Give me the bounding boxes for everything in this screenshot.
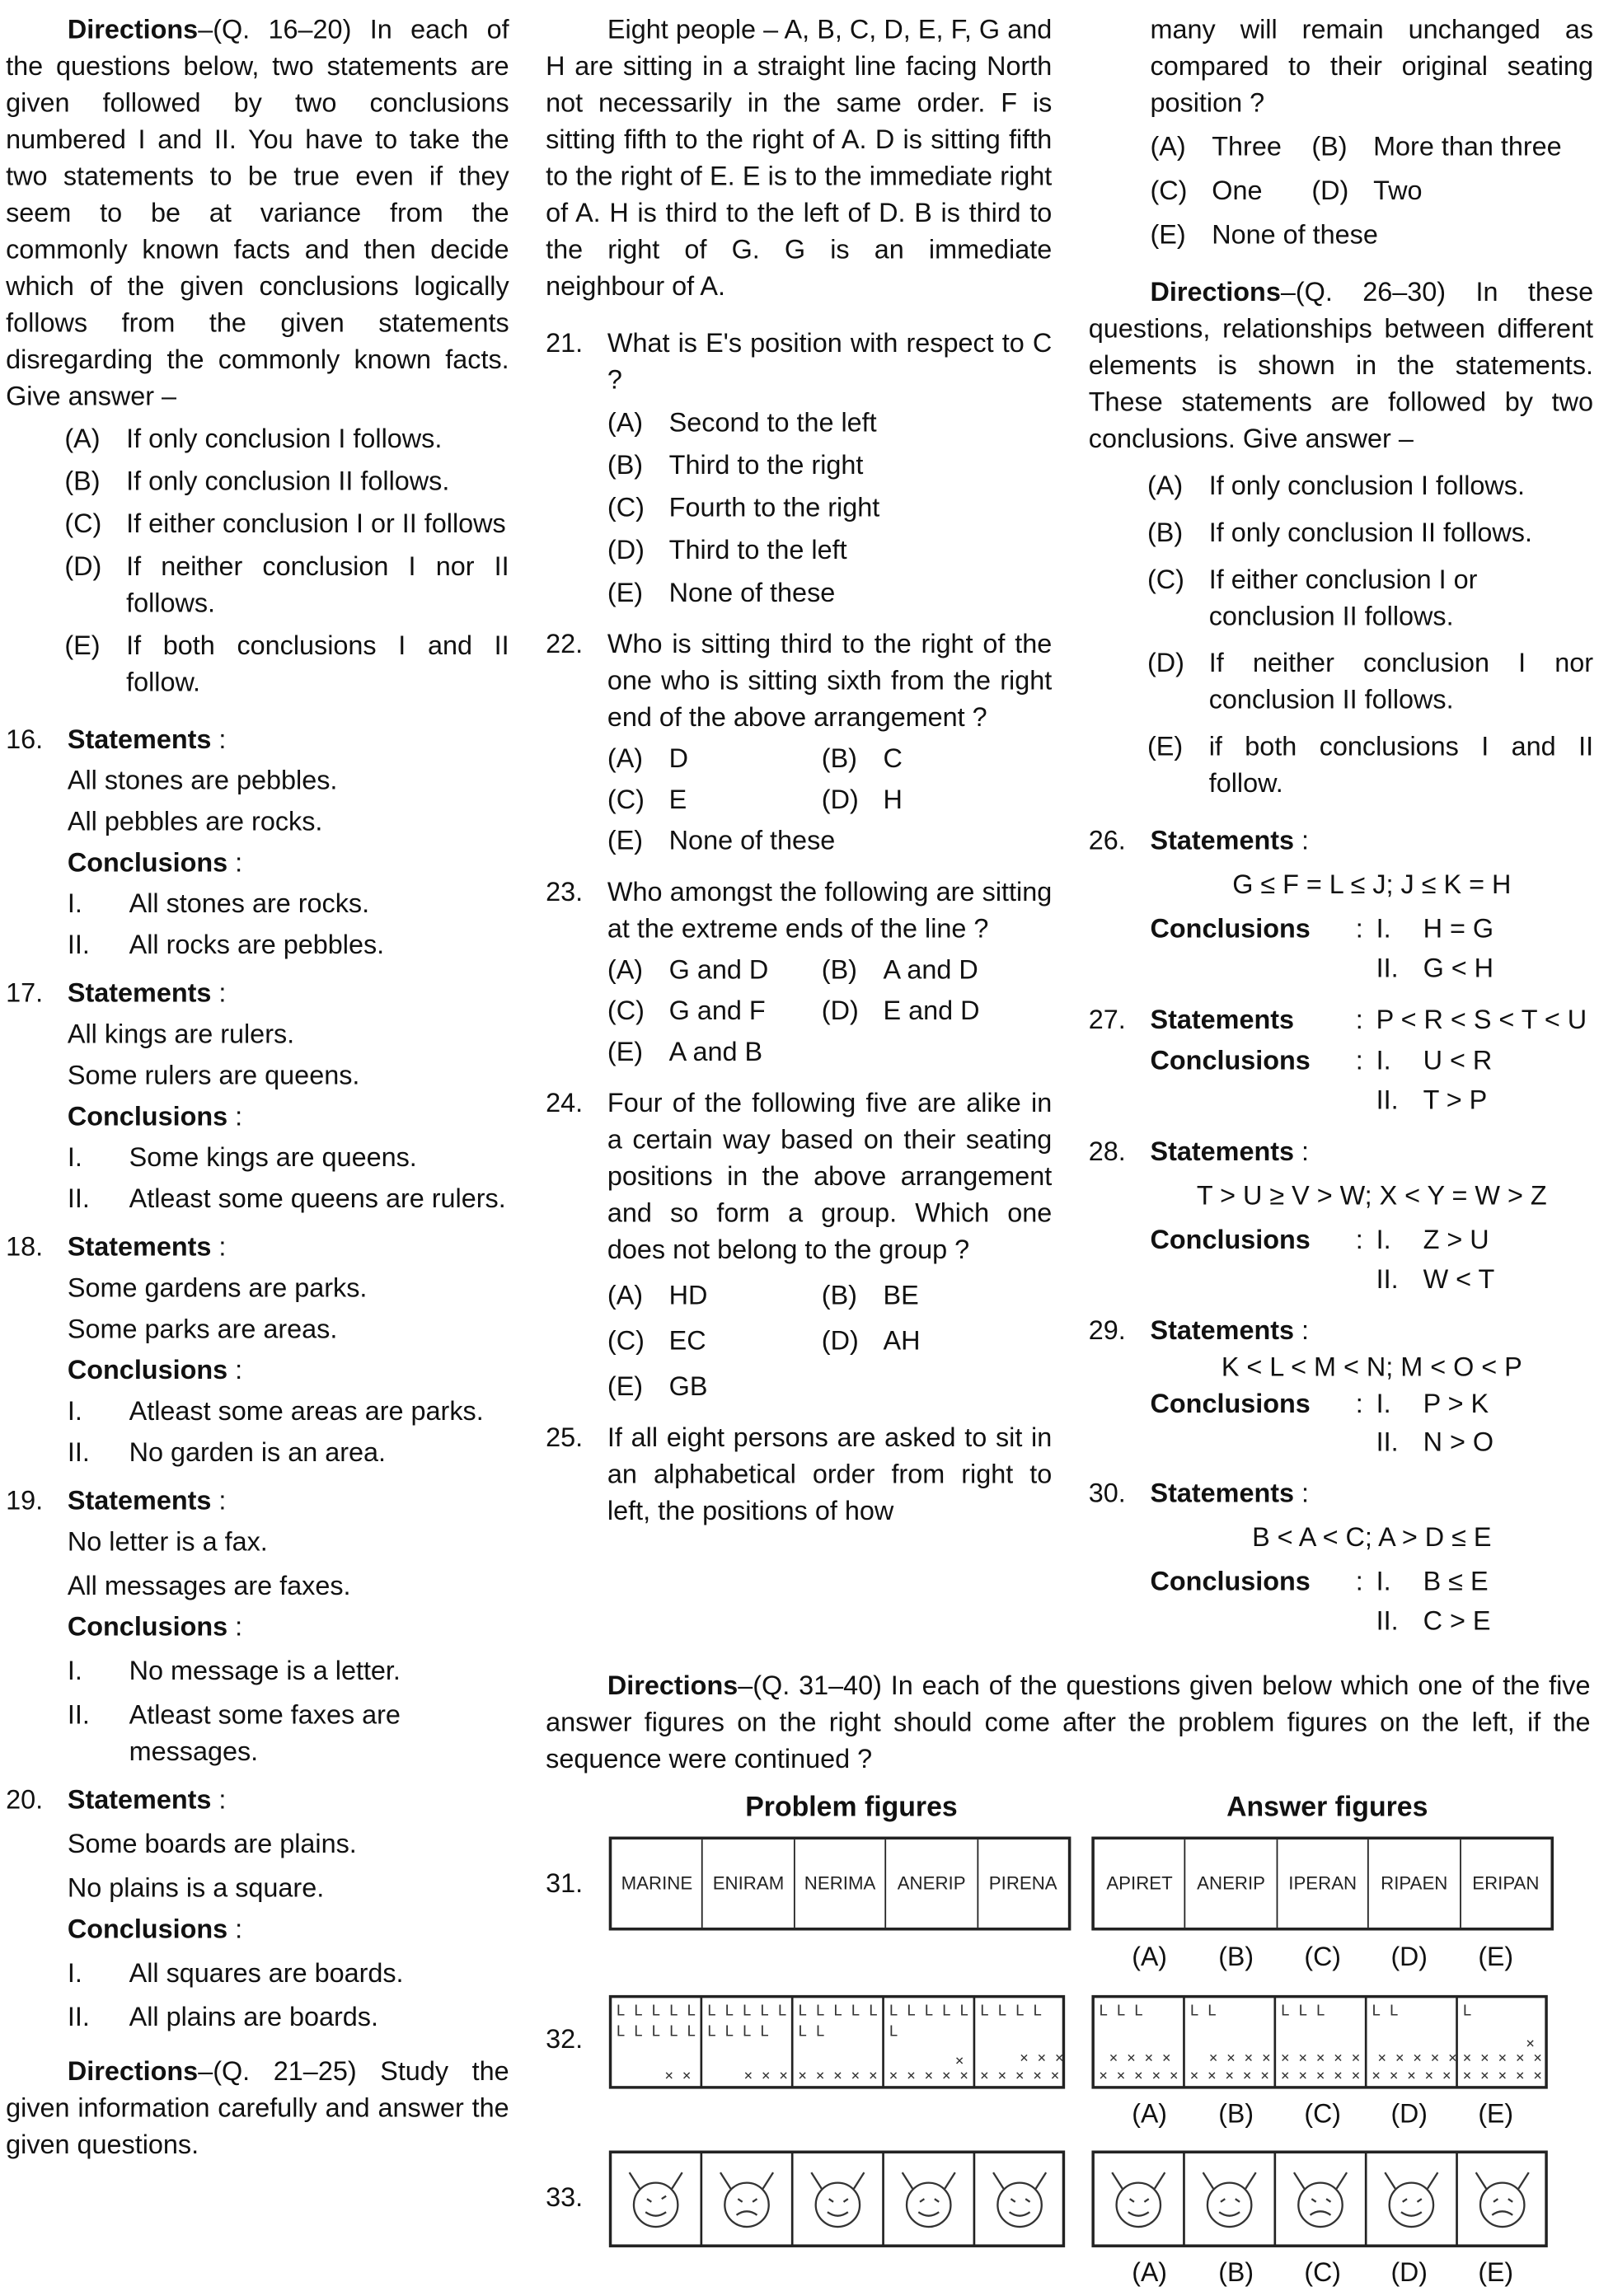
q33-p1-face-icon bbox=[630, 2172, 682, 2227]
svg-text:× × × × ×: × × × × × bbox=[1099, 2067, 1179, 2085]
q31-problem-figures bbox=[609, 1837, 1071, 1931]
q31-answer-c[interactable]: IPERAN bbox=[1276, 1839, 1367, 1928]
option-e: (E) If both conclusions I and II follow. bbox=[64, 630, 509, 697]
q33-d-face-icon[interactable] bbox=[1385, 2172, 1437, 2227]
q33-p4-face-icon bbox=[903, 2172, 955, 2227]
directions-text: –(Q. 16–20) In each of the questions below, two statements are given followed by two conclusions numbered I and II. You have to take the two statements to be true even if they seem to be at variance from the commonly known facts and then decide which of the given conclusions logically follows from the given statements disregarding the commonly known facts. Give answer – bbox=[6, 14, 509, 411]
question-17: 17. Statements : All kings are rulers. Some rulers are queens. Conclusions : I. Some kings are queens. II. Atleast some queens are rulers. bbox=[6, 978, 506, 1214]
q33-e-face-icon[interactable] bbox=[1476, 2172, 1529, 2227]
svg-text:× × × × ×: × × × × × bbox=[1280, 2067, 1361, 2085]
q32-a-marks[interactable]: L L L bbox=[1099, 2002, 1143, 2020]
option-d: (D) If neither conclusion I nor II follows. bbox=[64, 551, 509, 618]
question-29: 29. Statements : K < L < M < N; M < O < P Conclusions : I. P > K II. N > O bbox=[1088, 1315, 1522, 1457]
q32-p2-marks: L L L L L bbox=[706, 2002, 787, 2020]
svg-text:× ×: × × bbox=[664, 2067, 692, 2085]
svg-text:×: × bbox=[954, 2052, 964, 2070]
q31-problem-figure-5: PIRENA bbox=[977, 1839, 1068, 1928]
q33-a-face-icon[interactable] bbox=[1112, 2172, 1165, 2227]
q31-answer-d[interactable]: RIPAEN bbox=[1367, 1839, 1459, 1928]
question-32-number: 32. bbox=[546, 2024, 584, 2054]
svg-text:L L: L L bbox=[798, 2022, 825, 2041]
q32-answer-labels: (A) (B) (C) (D) (E) bbox=[1132, 2099, 1514, 2129]
q33-p2-face-icon bbox=[720, 2172, 773, 2227]
q31-problem-figure-3: NERIMA bbox=[794, 1839, 885, 1928]
question-16: 16. Statements : All stones are pebbles. All pebbles are rocks. Conclusions : I. All stones are rocks. II. All rocks are pebbles. bbox=[6, 724, 385, 960]
q32-d-marks[interactable]: L L bbox=[1372, 2002, 1399, 2020]
q32-answer-figures bbox=[1091, 1995, 1548, 2089]
svg-text:× × ×: × × × bbox=[743, 2067, 788, 2085]
q32-p3-marks: L L L L L bbox=[798, 2002, 878, 2020]
directions-26-30: Directions–(Q. 26–30) In these questions, relationships between different elements is shown in the statements. These statements are followed by two conclusions. Give answer – bbox=[1088, 277, 1594, 454]
question-19: 19. Statements : No letter is a fax. All messages are faxes. Conclusions : I. No message is a letter. II. Atleast some faxes are messages. bbox=[6, 1486, 401, 1767]
svg-text:× × × × ×: × × × × × bbox=[980, 2067, 1060, 2085]
q31-answer-b[interactable]: ANERIP bbox=[1184, 1839, 1276, 1928]
question-33-number: 33. bbox=[546, 2182, 584, 2213]
option-c: (C) If either conclusion I or II follows bbox=[64, 508, 506, 539]
question-22: 22. Who is sitting third to the right of the one who is sitting sixth from the right end of the above arrangement ? bbox=[546, 629, 1053, 733]
question-18: 18. Statements : Some gardens are parks. Some parks are areas. Conclusions : I. Atleast some areas are parks. II. No garden is an area. bbox=[6, 1232, 484, 1467]
column-2: Eight people – A, B, C, D, E, F, G and H are sitting in a straight line facing North not necessarily in the same order. F is sitting fifth to the right of A. D is sitting fifth to the right of E. E is to the immediate right of A. H is third to the left of D. B is third to the right of G. G is an immediate neighbour of A. 21. What is E's position with respect to C ? (A) Second to the left (B) Third to the right (C) Fourth to the right (D) Third to the left (E) None of these 22. Who is sitting third to the right of the one who is sitting sixth from the right end of the above arrangement ? (A) D (B) C (C) E (D) H (E) None of these 23. Who amongst the following are sitting at the extreme ends of the line ? (A) G and D (B) A and D (C) G and F (D) E and D (E) A and B 24. Four of the following five are alike in a certain way based on their seating positions in the above arrangement and so form a group. Which one does not belong to the group ? (A) HD (B) BE (C) EC (D) AH (E) GB 25. If all eight persons are asked to sit in an alphabetical order from right to left, the positions of how bbox=[546, 12, 1052, 1530]
q32-p4-marks: L L L L L bbox=[889, 2002, 969, 2020]
question-27: 27. Statements : P < R < S < T < U Conclusions : I. U < R II. T > P bbox=[1088, 1005, 1587, 1115]
question-26: 26. Statements : G ≤ F = L ≤ J; J ≤ K = H Conclusions : I. H = G II. G < H bbox=[1088, 826, 1512, 983]
directions-label: Directions bbox=[67, 14, 199, 45]
question-21: 21. What is E's position with respect to C ? bbox=[546, 328, 1053, 395]
answer-options-16-20 bbox=[6, 421, 509, 701]
svg-text:× × × × ×: × × × × × bbox=[1372, 2067, 1451, 2085]
directions-21-25: Directions–(Q. 21–25) Study the given information carefully and answer the given questions. bbox=[6, 2056, 509, 2160]
directions-16-20 bbox=[6, 12, 509, 415]
q31-answer-figures bbox=[1091, 1837, 1554, 1931]
q21-options: (A) Second to the left (B) Third to the right (C) Fourth to the right (D) Third to the left (E) None of these bbox=[607, 407, 880, 607]
q32-b-marks[interactable]: L L bbox=[1189, 2002, 1217, 2020]
q31-answer-a[interactable]: APIRET bbox=[1106, 1873, 1173, 1894]
q31-problem-figure-1: MARINE bbox=[621, 1873, 693, 1894]
question-23: 23. Who amongst the following are sitting at the extreme ends of the line ? bbox=[546, 877, 1053, 944]
answer-options-26-30: (A) If only conclusion I follows. (B) If only conclusion II follows. (C) If either conclusion I or conclusion II follows. (D) If neither conclusion I nor conclusion II follows. (E) if both conclusions I and II follow. bbox=[1146, 471, 1594, 799]
svg-text:× × × × ×: × × × × × bbox=[889, 2067, 969, 2085]
q32-p5-marks: L L L L bbox=[980, 2002, 1042, 2020]
q31-answer-e[interactable]: ERIPAN bbox=[1459, 1839, 1550, 1928]
svg-text:× × × ×: × × × × bbox=[1109, 2049, 1171, 2067]
svg-text:L L L L: L L L L bbox=[706, 2022, 769, 2041]
option-b: (B) If only conclusion II follows. bbox=[64, 466, 450, 496]
question-30: 30. Statements : B < A < C; A > D ≤ E Conclusions : I. B ≤ E II. C > E bbox=[1088, 1478, 1492, 1636]
q32-e-marks[interactable]: L bbox=[1462, 2002, 1472, 2020]
question-31-number: 31. bbox=[546, 1868, 584, 1899]
seating-passage: Eight people – A, B, C, D, E, F, G and H are sitting in a straight line facing North not necessarily in the same order. F is sitting fifth to the right of A. D is sitting fifth to the right of E. E is to the immediate right of A. H is third to the left of D. B is third to the right of G. G is an immediate neighbour of A. bbox=[546, 14, 1053, 301]
directions-31-40: Directions–(Q. 31–40) In each of the questions given below which one of the five answer figures on the right should come after the problem figures on the left, if the sequence were continued ? bbox=[546, 1670, 1591, 1774]
q31-answer-labels: (A) (B) (C) (D) (E) bbox=[1132, 1942, 1514, 1972]
question-24: 24. Four of the following five are alike in a certain way based on their seating positions in the above arrangement and so form a group. Which one does not belong to the group ? bbox=[546, 1088, 1053, 1265]
q33-p5-face-icon bbox=[993, 2172, 1046, 2227]
q31-problem-figure-4: ANERIP bbox=[885, 1839, 977, 1928]
svg-text:L L L L L: L L L L L bbox=[616, 2022, 696, 2041]
question-25: 25. If all eight persons are asked to sit in an alphabetical order from right to left, the positions of how bbox=[546, 1422, 1053, 1526]
q33-c-face-icon[interactable] bbox=[1294, 2172, 1347, 2227]
svg-text:× × ×: × × × bbox=[1020, 2049, 1064, 2067]
q33-problem-figures bbox=[609, 2150, 1066, 2247]
q31-problem-figure-2: ENIRAM bbox=[702, 1839, 794, 1928]
svg-text:× × × × ×: × × × × × bbox=[1462, 2049, 1543, 2067]
problem-figures-heading: Problem figures bbox=[745, 1792, 958, 1824]
q33-b-face-icon[interactable] bbox=[1203, 2172, 1256, 2227]
svg-text:L: L bbox=[889, 2022, 898, 2041]
q33-p3-face-icon bbox=[811, 2172, 864, 2227]
svg-text:× × × × ×: × × × × × bbox=[1462, 2067, 1543, 2085]
q32-problem-figures bbox=[609, 1995, 1066, 2089]
svg-text:× × × ×: × × × × bbox=[1208, 2049, 1271, 2067]
svg-text:× × × × ×: × × × × × bbox=[798, 2067, 878, 2085]
question-28: 28. Statements : T > U ≥ V > W; X < Y = W > Z Conclusions : I. Z > U II. W < T bbox=[1088, 1136, 1547, 1294]
svg-text:×: × bbox=[1526, 2034, 1535, 2052]
q32-p1-marks: L L L L L bbox=[616, 2002, 696, 2020]
q25-continued: many will remain unchanged as compared to their original seating position ? bbox=[1150, 14, 1594, 118]
column-1 bbox=[6, 12, 509, 2163]
question-20: 20. Statements : Some boards are plains. No plains is a square. Conclusions : I. All squares are boards. II. All plains are boards. bbox=[6, 1785, 404, 2032]
answer-figures-heading: Answer figures bbox=[1226, 1792, 1428, 1824]
svg-text:× × × × ×: × × × × × bbox=[1189, 2067, 1269, 2085]
svg-text:× × × × ×: × × × × × bbox=[1280, 2049, 1361, 2067]
svg-text:× × × × ×: × × × × × bbox=[1377, 2049, 1457, 2067]
column-3: many will remain unchanged as compared to their original seating position ? (A) Three (B) More than three (C) One (D) Two (E) None of these Directions–(Q. 26–30) In these questions, relationships between different elements is shown in the statements. These statements are followed by two conclusions. Give answer – (A) If only conclusion I follows. (B) If only conclusion II follows. (C) If either conclusion I or conclusion II follows. (D) If neither conclusion I nor conclusion II follows. (E) if both conclusions I and II follow. 26. Statements : G ≤ F = L ≤ J; J ≤ K = H Conclusions : I. H = G II. G < H 27. Statements : P < R < S < T < U Conclusions : I. U < R II. T > P 28. Statements : T > U ≥ V > W; X < Y = W > Z Conclusions : I. Z > U II. W < T 29. Statements : K < L < M < N; M < O < P Conclusions : I. P > K II. N > O 30. Statements : B < A < C; A > D ≤ E Conclusions : I. B ≤ E II. C > E bbox=[1089, 12, 1593, 1640]
q32-c-marks[interactable]: L L L bbox=[1280, 2002, 1325, 2020]
option-a: (A) If only conclusion I follows. bbox=[64, 424, 443, 454]
q33-answer-labels: (A) (B) (C) (D) (E) bbox=[1132, 2257, 1514, 2288]
q33-answer-figures bbox=[1091, 2150, 1548, 2247]
